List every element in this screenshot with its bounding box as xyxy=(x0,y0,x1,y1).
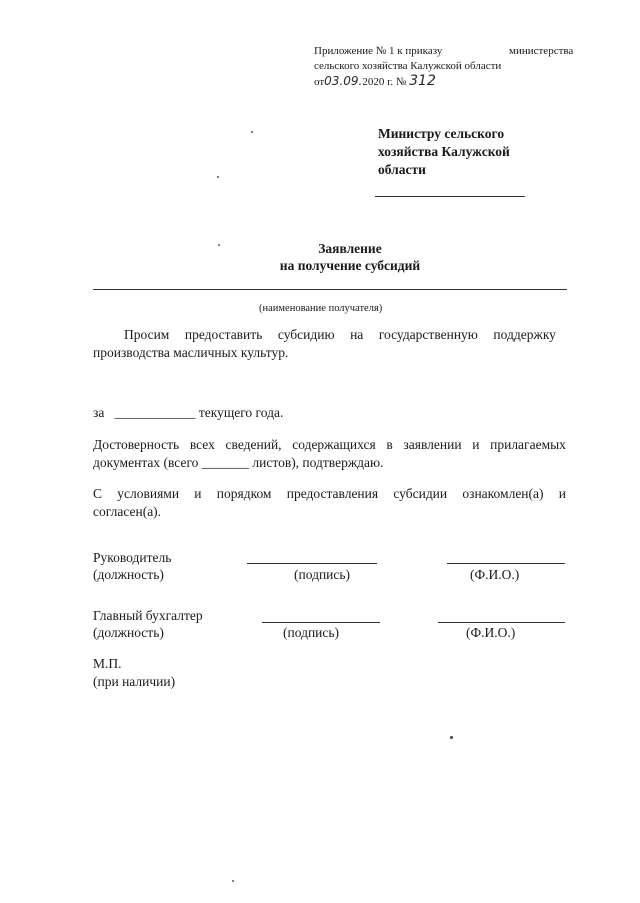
period-suffix: текущего года. xyxy=(198,405,284,420)
accountant-signature-caption: (подпись) xyxy=(283,625,340,640)
request-line1 xyxy=(124,326,556,344)
head-title: Руководитель xyxy=(93,550,172,565)
reliability-line2: документах (всего _______ листов), подтверждаю. xyxy=(93,455,384,470)
head-name-line xyxy=(447,563,565,564)
stamp-note: (при наличии) xyxy=(93,674,176,689)
addressee-line1: Министру сельского xyxy=(378,126,505,141)
conditions-word: и xyxy=(558,486,566,501)
addressee-line2: хозяйства Калужской xyxy=(378,144,510,159)
appendix-date-handwritten: 03.09. xyxy=(324,74,363,88)
appendix-date-prefix: от xyxy=(314,76,325,88)
stamp-label: М.П. xyxy=(93,656,122,671)
reliability-word: Достоверность xyxy=(93,437,180,452)
request-word: поддержку xyxy=(493,327,556,342)
conditions-word: субсидии xyxy=(393,486,448,501)
scan-speck xyxy=(251,131,253,133)
scan-speck xyxy=(217,176,219,178)
conditions-word: условиями xyxy=(117,486,180,501)
addressee-underline xyxy=(375,196,525,197)
appendix-line1-left: Приложение № 1 к приказу xyxy=(314,45,443,57)
head-signature-line xyxy=(247,563,377,564)
reliability-word: всех xyxy=(189,437,215,452)
appendix-line2: сельского хозяйства Калужской области xyxy=(314,60,502,72)
period-prefix: за xyxy=(93,405,105,420)
request-word: предоставить xyxy=(184,327,263,342)
conditions-word: и xyxy=(194,486,202,501)
scan-speck xyxy=(450,736,453,739)
head-name-caption: (Ф.И.О.) xyxy=(470,567,520,582)
request-line2: производства масличных культур. xyxy=(93,345,289,360)
reliability-word: в xyxy=(386,437,393,452)
head-signature-caption: (подпись) xyxy=(294,567,351,582)
accountant-signature-line xyxy=(262,622,380,623)
conditions-word: предоставления xyxy=(286,486,379,501)
reliability-word: содержащихся xyxy=(292,437,376,452)
request-word: государственную xyxy=(378,327,478,342)
period-line xyxy=(93,404,283,422)
request-word: Просим xyxy=(124,327,170,342)
title-line1: Заявление xyxy=(318,241,382,256)
accountant-title: Главный бухгалтер xyxy=(93,608,203,623)
reliability-line1 xyxy=(93,436,566,454)
conditions-word: порядком xyxy=(216,486,272,501)
appendix-line1-right: министерства xyxy=(509,45,574,57)
request-word: на xyxy=(350,327,364,342)
conditions-word: ознакомлен(а) xyxy=(462,486,544,501)
title-line2: на получение субсидий xyxy=(279,258,421,273)
addressee-line3: области xyxy=(378,162,426,177)
reliability-word: заявлении xyxy=(403,437,462,452)
head-position-caption: (должность) xyxy=(93,567,164,582)
period-blank: ____________ xyxy=(114,405,196,420)
appendix-line3 xyxy=(314,74,436,89)
accountant-name-caption: (Ф.И.О.) xyxy=(466,625,516,640)
reliability-word: и xyxy=(472,437,480,452)
conditions-word: С xyxy=(93,486,103,501)
reliability-word: прилагаемых xyxy=(490,437,566,452)
recipient-caption: (наименование получателя) xyxy=(259,303,383,314)
appendix-number-handwritten: 312 xyxy=(409,73,436,89)
reliability-word: сведений, xyxy=(225,437,282,452)
request-word: субсидию xyxy=(277,327,335,342)
conditions-line2: согласен(а). xyxy=(93,504,162,519)
accountant-name-line xyxy=(438,622,565,623)
scan-speck xyxy=(232,880,234,882)
accountant-position-caption: (должность) xyxy=(93,625,164,640)
appendix-line1 xyxy=(314,44,442,58)
conditions-line1 xyxy=(93,485,566,503)
appendix-year: 2020 г. № xyxy=(362,76,407,88)
recipient-line xyxy=(93,289,567,290)
addressee-block xyxy=(378,125,510,179)
